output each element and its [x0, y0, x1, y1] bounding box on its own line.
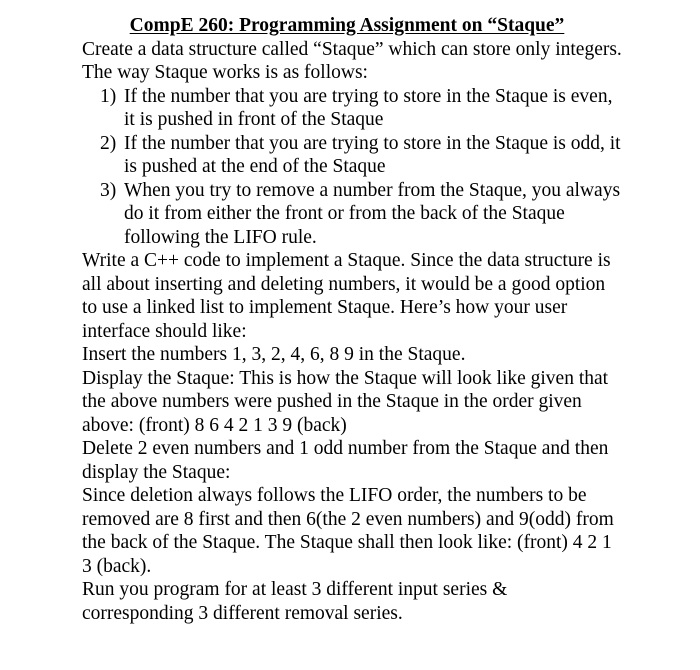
rule-number: 3) — [100, 179, 117, 201]
rule-text: When you try to remove a number from the Staque, you always do it from either the front or from the back of the Staque following the LIFO rule. — [124, 179, 621, 248]
rule-text: If the number that you are trying to store in the Staque is even, it is pushed in front of the Staque — [124, 85, 613, 130]
delete-instruction: Delete 2 even numbers and 1 odd number from the Staque and then display the Staque: — [82, 438, 609, 483]
run-instruction: Run you program for at least 3 different input series & corresponding 3 different removal series. — [82, 579, 508, 624]
deletion-explanation: Since deletion always follows the LIFO order, the numbers to be removed are 8 first and then 6(the 2 even numbers) and 9(odd) from the back of the Staque. The Staque shall then look like: (front) 4 2 1 3 (back). — [82, 485, 614, 577]
rule-number: 1) — [100, 85, 117, 107]
rule-item — [82, 132, 622, 179]
rule-item — [82, 85, 622, 132]
staque-rules-list — [82, 85, 622, 250]
rule-text: If the number that you are trying to store in the Staque is odd, it is pushed at the end of the Staque — [124, 132, 621, 177]
implementation-paragraph: Write a C++ code to implement a Staque. Since the data structure is all about inserting and deleting numbers, it would be a good option to use a linked list to implement Staque. Here’s how your user interface should like: — [82, 250, 611, 342]
rule-number: 2) — [100, 132, 117, 154]
document-title: CompE 260: Programming Assignment on “Staque” — [129, 15, 565, 36]
display-instruction: Display the Staque: This is how the Staque will look like given that the above numbers were pushed in the Staque in the order given above: (front) 8 6 4 2 1 3 9 (back) — [82, 367, 609, 436]
assignment-document — [82, 14, 622, 625]
insert-instruction: Insert the numbers 1, 3, 2, 4, 6, 8 9 in the Staque. — [82, 344, 466, 365]
intro-paragraph: Create a data structure called “Staque” which can store only integers. The way Staque works is as follows: — [82, 38, 622, 83]
rule-item — [82, 179, 622, 250]
